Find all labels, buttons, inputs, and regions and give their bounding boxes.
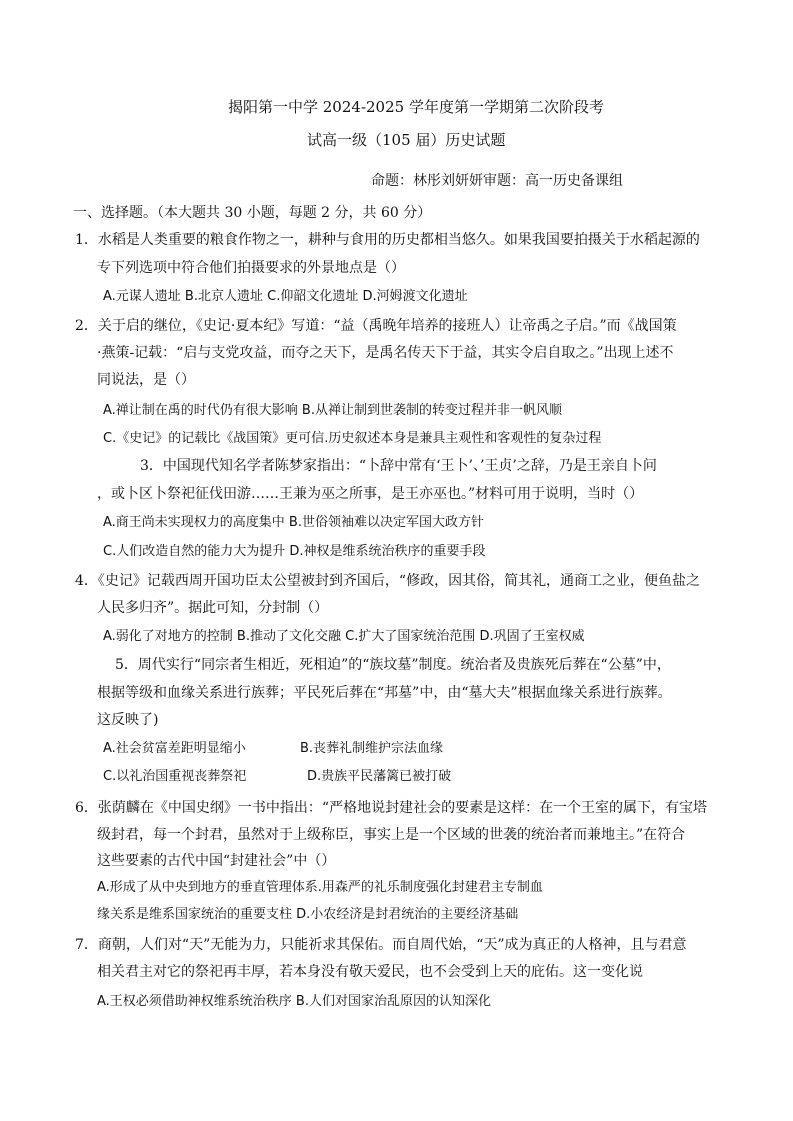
question-2-option-ab: A.禅让制在禹的时代仍有很大影响 B.从禅让制到世袭制的转变过程并非一帆风顺 [103,403,562,418]
question-2-line-2: ·燕策-记载：“启与支党攻益，而夺之天下，是禹名传天下于益，其实令启自取之。”出现上述不 [97,345,674,361]
question-3-option-cd: C.人们改造自然的能力大为提升 D.神权是维系统治秩序的重要手段 [103,544,486,559]
question-7-line-2: 相关君主对它的祭祀再丰厚，若本身没有敬天爱民，也不会受到上天的庇佑。这一变化说 [97,964,643,980]
question-4-line-1: 4．《史记》记载西周开国功臣太公望被封到齐国后，“修政，因其俗，简其礼，通商工之业，便鱼盐之 [75,573,701,589]
question-5-line-3: 这反映了) [97,712,159,728]
question-6-line-2: 级封君，每一个封君，虽然对于上级称臣，事实上是一个区域的世袭的统治者而兼地主。”在符合 [97,827,686,843]
question-2-line-3: 同说法，是（） [97,372,195,388]
question-7-line-1: 7．商朝，人们对“天”无能为力，只能祈求其保佑。而自周代始，“天”成为真正的人格神，且与君意 [75,937,687,953]
question-5-option-d: D.贵族平民藩篱已被打破 [307,769,452,784]
question-7-options: A.王权必须借助神权维系统治秩序 B.人们对国家治乱原因的认知深化 [97,994,491,1009]
question-4-line-2: 人民多归齐”。据此可知，分封制（） [97,600,329,616]
question-1-line-2: 专下列选项中符合他们拍摄要求的外景地点是（） [97,260,405,276]
question-2-line-1: 2．关于启的继位，《史记·夏本纪》写道：“益（禹晚年培养的接班人）让帝禹之子启。”而《战国策 [75,318,677,334]
exam-title: 揭阳第一中学 2024-2025 学年度第一学期第二次阶段考 [228,98,604,116]
exam-subtitle: 试高一级（105 届）历史试题 [307,131,506,149]
question-3-line-1: 3．中国现代知名学者陈梦家指出：“卜辞中常有‘王卜’、’王贞’之辞，乃是王亲自卜问 [140,458,657,474]
exam-authors: 命题：林彤刘妍妍审题：高一历史备课组 [371,173,623,189]
question-1-options: A.元谋人遗址 B.北京人遗址 C.仰韶文化遗址 D.河姆渡文化遗址 [103,289,468,304]
question-5-line-2: 根据等级和血缘关系进行族葬；平民死后葬在“邦墓”中，由“墓大夫”根据血缘关系进行族葬。 [97,685,672,701]
question-3-option-ab: A.商王尚未实现权力的高度集中 B.世俗领袖难以决定军国大政方针 [103,515,484,530]
question-2-option-cd: C.《史记》的记载比《战国策》更可信.历史叙述本身是兼具主观性和客观性的复杂过程 [103,431,602,446]
question-3-line-2: ，或卜区卜祭祀征伐田游……王兼为巫之所事，是王亦巫也。”材料可用于说明，当时（） [97,486,644,502]
question-1-line-1: 1．水稻是人类重要的粮食作物之一，耕种与食用的历史都相当悠久。如果我国要拍摄关于水稻起源的 [75,232,700,248]
question-6-line-1: 6．张荫麟在《中国史纲》一书中指出：“严格地说封建社会的要素是这样：在一个王室的属下，有宝塔 [75,800,708,816]
question-6-option-line-1: A.形成了从中央到地方的垂直管理体系.用森严的礼乐制度强化封建君主专制血 [97,880,543,895]
question-5-line-1: 5．周代实行“同宗者生相近，死相迫”的“族坟墓”制度。统治者及贵族死后葬在“公墓”中， [115,657,671,673]
question-5-option-c: C.以礼治国重视丧葬祭祀 [103,769,247,784]
question-6-option-line-2: 缘关系是维系国家统治的重要支柱 D.小农经济是封君统治的主要经济基础 [97,907,519,922]
question-4-options: A.弱化了对地方的控制 B.推动了文化交融 C.扩大了国家统治范围 D.巩固了王室权威 [103,629,585,644]
question-6-line-3: 这些要素的古代中国“封建社会”中（） [97,853,336,869]
section-heading: 一、选择题。（本大题共 30 小题，每题 2 分，共 60 分） [73,205,432,221]
question-5-option-a: A.社会贫富差距明显缩小 [103,741,246,756]
question-5-option-b: B.丧葬礼制维护宗法血缘 [300,741,444,756]
